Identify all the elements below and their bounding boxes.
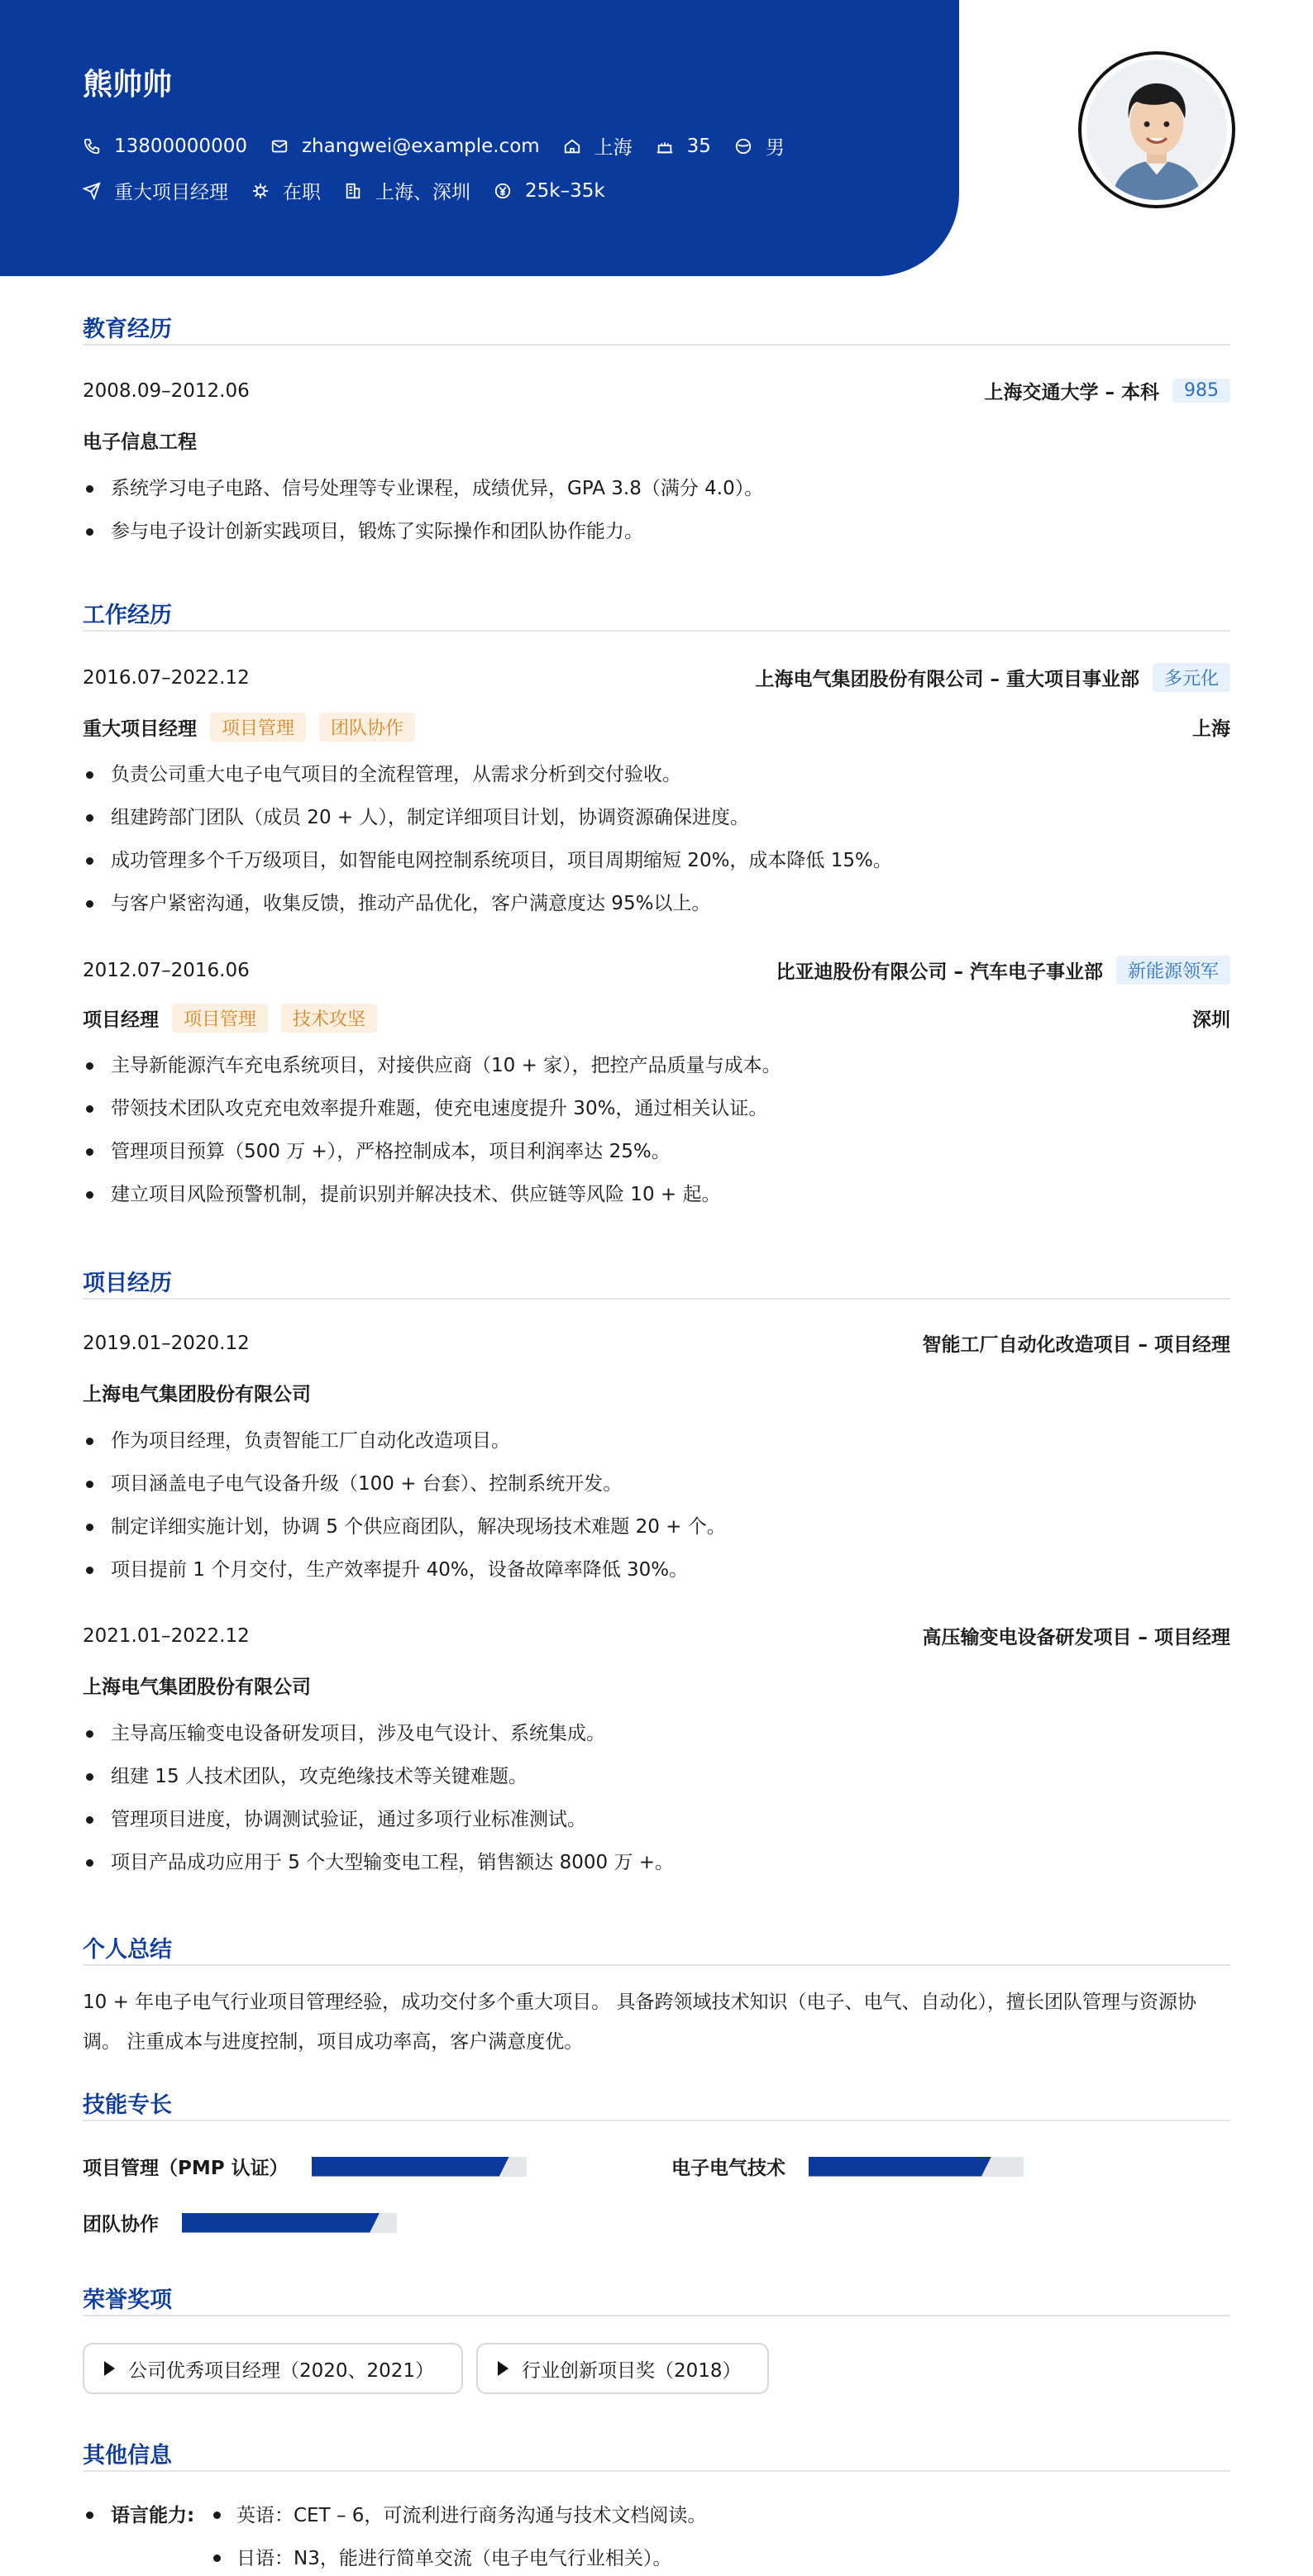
send-icon [83, 182, 101, 200]
project-bullets-1 [83, 1419, 1230, 1591]
phone-text: 13800000000 [114, 135, 247, 157]
avatar-photo [1086, 60, 1227, 200]
work-location: 深圳 [1192, 1009, 1230, 1031]
list-item: 与客户紧密沟通，收集反馈，推动产品优化，客户满意度达 95%以上。 [83, 882, 1230, 925]
city-text: 上海 [594, 137, 633, 159]
work-role: 重大项目经理 [83, 718, 197, 740]
projects-title: 项目经历 [83, 1271, 172, 1296]
list-item: 成功管理多个千万级项目，如智能电网控制系统项目，项目周期缩短 20%，成本降低 15%。 [83, 839, 1230, 882]
play-icon [498, 2361, 508, 2376]
education-major-row [83, 427, 1230, 454]
bullet-dot [213, 2555, 221, 2562]
project-org: 上海电气集团股份有限公司 [83, 1384, 311, 1405]
list-item: 带领技术团队攻克充电效率提升难题，使充电速度提升 30%，通过相关认证。 [83, 1087, 1230, 1130]
education-bullets [83, 467, 1230, 553]
status-item [251, 177, 321, 204]
awards-title: 荣誉奖项 [83, 2287, 172, 2313]
summary-title: 个人总结 [83, 1937, 172, 1963]
user-icon [734, 137, 752, 155]
list-item: 项目涵盖电子电气设备升级（100 + 台套）、控制系统开发。 [83, 1462, 1230, 1505]
list-item: 组建跨部门团队（成员 20 + 人），制定详细项目计划，协调资源确保进度。 [83, 796, 1230, 839]
list-item: 组建 15 人技术团队，攻克绝缘技术等关键难题。 [83, 1755, 1230, 1798]
education-header [83, 377, 1230, 404]
skill-item [671, 2153, 1024, 2180]
skill-name: 项目管理（PMP 认证） [83, 2158, 289, 2179]
summary-text: 10 + 年电子电气行业项目管理经验，成功交付多个重大项目。 具备跨领域技术知识（电子、电气、自动化），擅长团队管理与资源协调。 注重成本与进度控制，项目成功率高，客户满意度优。 [83, 1992, 1196, 2053]
project-bullets-2 [83, 1712, 1230, 1884]
skill-bar [312, 2157, 527, 2177]
skills-title: 技能专长 [83, 2092, 172, 2118]
work-header-2 [83, 956, 1230, 985]
gender-text: 男 [765, 137, 785, 159]
position-text: 重大项目经理 [114, 182, 228, 203]
status-icon [251, 182, 270, 200]
role-tag: 团队协作 [319, 713, 415, 742]
play-icon [104, 2361, 115, 2376]
position-item [83, 177, 228, 204]
other-title: 其他信息 [83, 2443, 172, 2469]
skill-bar-fill [312, 2157, 509, 2177]
skill-bar [809, 2157, 1024, 2177]
project-header-2 [83, 1622, 1230, 1649]
building-icon [344, 182, 362, 200]
skill-name: 电子电气技术 [671, 2158, 785, 2179]
project-name: 高压输变电设备研发项目 – 项目经理 [922, 1627, 1230, 1648]
language-block [83, 2500, 1230, 2574]
skill-item [83, 2153, 527, 2180]
salary-text: 25k–35k [525, 179, 605, 202]
education-title: 教育经历 [83, 317, 172, 342]
project-header-1 [83, 1329, 1230, 1357]
work-company: 比亚迪股份有限公司 – 汽车电子事业部 [776, 961, 1103, 983]
projects-divider [83, 1298, 1230, 1300]
work-header-1 [83, 663, 1230, 692]
list-item: 作为项目经理，负责智能工厂自动化改造项目。 [83, 1419, 1230, 1462]
city-item [563, 132, 633, 160]
avatar [1078, 51, 1235, 208]
language-label: 语言能力: [111, 2505, 195, 2526]
bullet-dot [213, 2512, 221, 2519]
yuan-icon [494, 182, 512, 200]
list-item: 主导新能源汽车充电系统项目，对接供应商（10 + 家），把控产品质量与成本。 [83, 1044, 1230, 1087]
role-tag: 技术攻坚 [281, 1004, 377, 1033]
education-school: 上海交通大学 – 本科 [984, 382, 1159, 403]
education-period: 2008.09–2012.06 [83, 379, 250, 402]
skill-name: 团队协作 [83, 2214, 159, 2235]
email-text: zhangwei@example.com [301, 135, 540, 157]
project-period: 2021.01–2022.12 [83, 1624, 250, 1647]
phone-icon [83, 137, 101, 155]
education-divider [83, 344, 1230, 346]
salary-item [494, 180, 605, 202]
work-bullets-1 [83, 753, 1230, 925]
company-tag: 新能源领军 [1116, 956, 1230, 985]
project-org: 上海电气集团股份有限公司 [83, 1677, 311, 1698]
project-org-row-2 [83, 1672, 1230, 1699]
list-item: 系统学习电子电路、信号处理等专业课程，成绩优异，GPA 3.8（满分 4.0）。 [83, 467, 1230, 510]
award-text: 公司优秀项目经理（2020、2021） [128, 2359, 435, 2382]
work-role-row-1 [83, 713, 1230, 742]
award-text: 行业创新项目奖（2018） [522, 2359, 742, 2382]
company-tag: 多元化 [1153, 663, 1230, 692]
work-company: 上海电气集团股份有限公司 – 重大项目事业部 [755, 669, 1139, 690]
project-org-row-1 [83, 1379, 1230, 1406]
work-location: 上海 [1192, 718, 1230, 740]
home-icon [563, 137, 581, 155]
summary-divider [83, 1964, 1230, 1966]
list-item: 主导高压输变电设备研发项目，涉及电气设计、系统集成。 [83, 1712, 1230, 1755]
list-item: 管理项目进度，协调测试验证，通过多项行业标准测试。 [83, 1798, 1230, 1841]
list-item: 参与电子设计创新实践项目，锻炼了实际操作和团队协作能力。 [83, 510, 1230, 553]
other-divider [83, 2470, 1230, 2472]
role-tag: 项目管理 [210, 713, 306, 742]
education-major: 电子信息工程 [83, 432, 197, 453]
list-item: 项目提前 1 个月交付，生产效率提升 40%，设备故障率降低 30%。 [83, 1548, 1230, 1591]
list-item: 项目产品成功应用于 5 个大型输变电工程，销售额达 8000 万 +。 [83, 1841, 1230, 1884]
candidate-name: 熊帅帅 [83, 68, 173, 102]
work-role: 项目经理 [83, 1009, 159, 1031]
language-item: 英语：CET – 6，可流利进行商务沟通与技术文档阅读。 [236, 2505, 707, 2526]
work-role-row-2 [83, 1004, 1230, 1033]
work-title: 工作经历 [83, 603, 172, 628]
language-item: 日语：N3，能进行简单交流（电子电气行业相关）。 [236, 2548, 672, 2569]
mail-icon [270, 137, 289, 155]
contact-row [83, 132, 808, 160]
cake-icon [656, 137, 674, 155]
awards-divider [83, 2315, 1230, 2316]
award-item [476, 2343, 769, 2394]
project-period: 2019.01–2020.12 [83, 1332, 250, 1354]
skill-bar [182, 2213, 397, 2233]
work-bullets-2 [83, 1044, 1230, 1216]
skill-bar-fill [182, 2213, 380, 2233]
list-item: 负责公司重大电子电气项目的全流程管理，从需求分析到交付验收。 [83, 753, 1230, 796]
work-period: 2016.07–2022.12 [83, 666, 250, 689]
work-divider [83, 630, 1230, 632]
status-text: 在职 [283, 182, 321, 203]
work-period: 2012.07–2016.06 [83, 959, 250, 981]
phone-item [83, 136, 247, 157]
bullet-dot [86, 2512, 93, 2519]
target-city-text: 上海、深圳 [375, 182, 470, 203]
age-text: 35 [686, 135, 711, 157]
list-item: 制定详细实施计划，协调 5 个供应商团队，解决现场技术难题 20 + 个。 [83, 1505, 1230, 1548]
skills-divider [83, 2120, 1230, 2121]
skill-bar-fill [809, 2157, 991, 2177]
award-item [83, 2343, 463, 2394]
list-item: 管理项目预算（500 万 +），严格控制成本，项目利润率达 25%。 [83, 1130, 1230, 1173]
intent-row [83, 177, 628, 204]
list-item: 建立项目风险预警机制，提前识别并解决技术、供应链等风险 10 + 起。 [83, 1173, 1230, 1216]
age-item [656, 136, 711, 157]
school-tag: 985 [1172, 379, 1230, 403]
target-city-item [344, 177, 470, 204]
role-tag: 项目管理 [172, 1004, 268, 1033]
email-item [270, 136, 540, 157]
skill-item [83, 2209, 397, 2236]
project-name: 智能工厂自动化改造项目 – 项目经理 [922, 1334, 1230, 1356]
gender-item [734, 132, 785, 160]
